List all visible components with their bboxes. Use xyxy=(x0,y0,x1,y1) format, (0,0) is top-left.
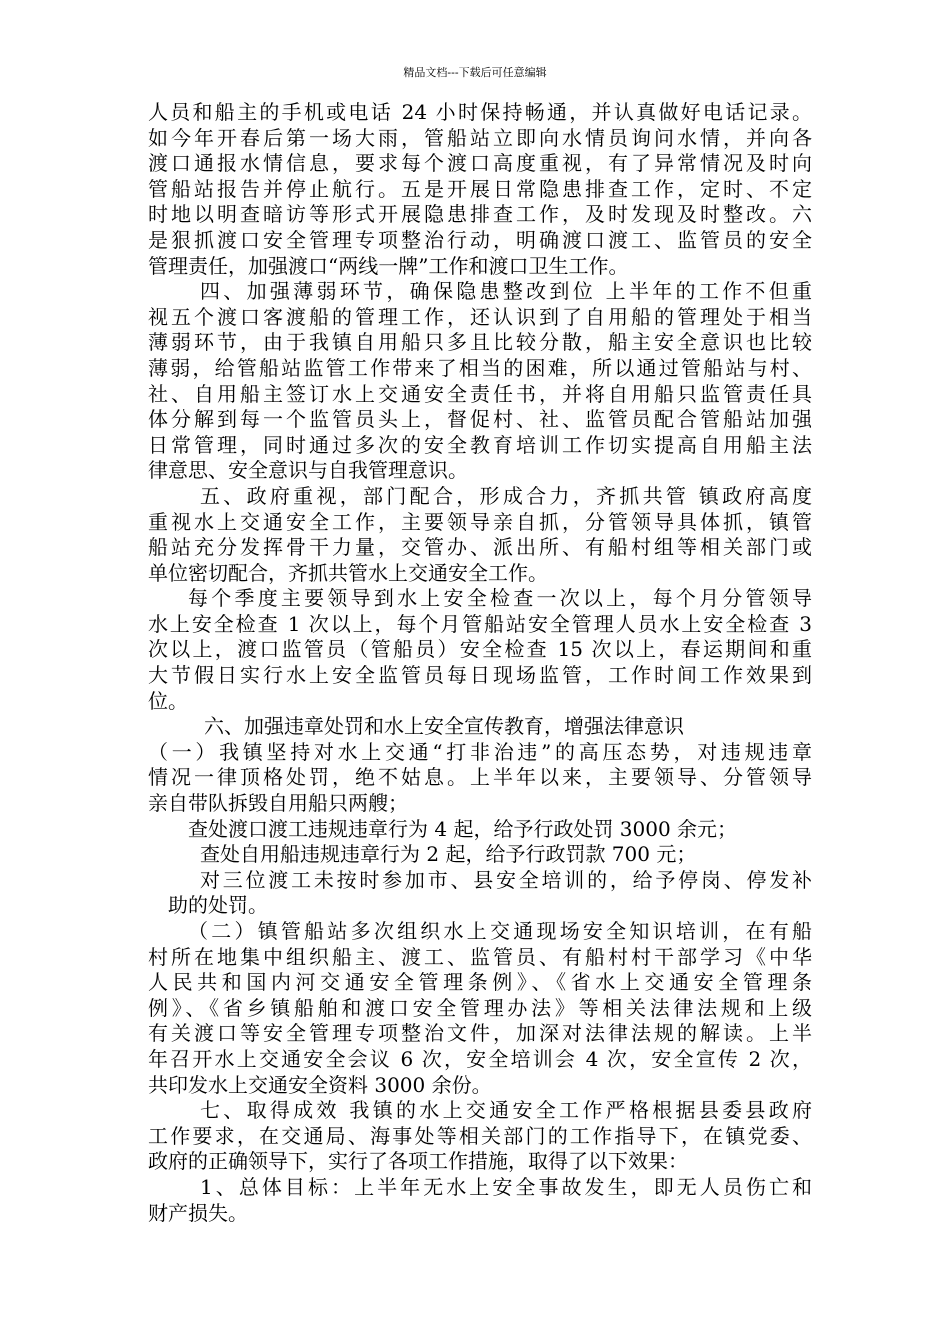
text-line: 大节假日实行水上安全监管员每日现场监管，工作时间工作效果到 xyxy=(148,663,812,688)
text-line: （二）镇管船站多次组织水上交通现场安全知识培训，在有船 xyxy=(188,919,812,943)
text-line: （一）我镇坚持对水上交通“打非治违”的高压态势，对违规违章 xyxy=(148,739,812,764)
text-line: 查处自用船违规违章行为 2 起，给予行政罚款 700 元； xyxy=(200,842,697,867)
text-line: 人民共和国内河交通安全管理条例》、《省水上交通安全管理条 xyxy=(148,970,812,995)
text-line: 体分解到每一个监管员头上，督促村、社、监管员配合管船站加强 xyxy=(148,407,812,432)
text-line: 渡口通报水情信息，要求每个渡口高度重视，有了异常情况及时向 xyxy=(148,151,812,176)
text-line: 薄弱环节，由于我镇自用船只多且比较分散，船主安全意识也比较 xyxy=(148,330,812,355)
text-line: 重视水上交通安全工作，主要领导亲自抓，分管领导具体抓，镇管 xyxy=(148,509,812,534)
text-line: 每个季度主要领导到水上安全检查一次以上，每个月分管领导 xyxy=(188,586,812,611)
text-line: 四、加强薄弱环节，确保隐患整改到位 上半年的工作不但重 xyxy=(200,279,812,304)
text-line: 助的处罚。 xyxy=(168,893,268,918)
text-line: 财产损失。 xyxy=(148,1200,248,1225)
text-line: 社、自用船主签订水上交通安全责任书，并将自用船只监管责任具 xyxy=(148,381,812,406)
text-line: 共印发水上交通安全资料 3000 余份。 xyxy=(148,1072,492,1097)
document-body xyxy=(148,100,812,1226)
text-line: 单位密切配合，齐抓共管水上交通安全工作。 xyxy=(148,560,548,585)
text-line: 有关渡口等安全管理专项整治文件，加深对法律法规的解读。上半 xyxy=(148,1021,812,1046)
text-line: 是狠抓渡口安全管理专项整治行动，明确渡口渡工、监管员的安全 xyxy=(148,227,812,252)
text-line: 对三位渡工未按时参加市、县安全培训的，给予停岗、停发补 xyxy=(200,867,812,892)
text-line: 六、加强违章处罚和水上安全宣传教育，增强法律意识 xyxy=(204,714,684,739)
text-line: 管船站报告并停止航行。五是开展日常隐患排查工作，定时、不定 xyxy=(148,176,812,201)
text-line: 年召开水上交通安全会议 6 次，安全培训会 4 次，安全宣传 2 次， xyxy=(148,1046,812,1071)
text-line: 村所在地集中组织船主、渡工、监管员、有船村村干部学习《中华 xyxy=(148,944,812,969)
text-line: 日常管理，同时通过多次的安全教育培训工作切实提高自用船主法 xyxy=(148,432,812,457)
text-line: 如今年开春后第一场大雨，管船站立即向水情员询问水情，并向各 xyxy=(148,125,812,150)
text-line: 船站充分发挥骨干力量，交管办、派出所、有船村组等相关部门或 xyxy=(148,535,812,560)
text-line: 管理责任，加强渡口“两线一牌”工作和渡口卫生工作。 xyxy=(148,253,629,278)
text-line: 1、总体目标：上半年无水上安全事故发生，即无人员伤亡和 xyxy=(200,1174,812,1199)
text-line: 位。 xyxy=(148,688,188,713)
text-line: 律意思、安全意识与自我管理意识。 xyxy=(148,458,468,483)
text-line: 五、政府重视，部门配合，形成合力，齐抓共管 镇政府高度 xyxy=(200,483,812,508)
text-line: 七、取得成效 我镇的水上交通安全工作严格根据县委县政府 xyxy=(200,1098,812,1123)
text-line: 视五个渡口客渡船的管理工作，还认识到了自用船的管理处于相当 xyxy=(148,304,812,329)
page-header: 精品文档---下载后可任意编辑 xyxy=(403,66,547,79)
text-line: 情况一律顶格处罚，绝不姑息。上半年以来，主要领导、分管领导 xyxy=(148,765,812,790)
text-line: 工作要求，在交通局、海事处等相关部门的工作指导下，在镇党委、 xyxy=(148,1123,812,1148)
text-line: 例》、《省乡镇船舶和渡口安全管理办法》等相关法律法规和上级 xyxy=(148,995,812,1020)
text-line: 水上安全检查 1 次以上，每个月管船站安全管理人员水上安全检查 3 xyxy=(148,611,812,636)
text-line: 人员和船主的手机或电话 24 小时保持畅通，并认真做好电话记录。 xyxy=(148,100,812,124)
text-line: 政府的正确领导下，实行了各项工作措施，取得了以下效果： xyxy=(148,1149,688,1174)
text-line: 次以上，渡口监管员（管船员）安全检查 15 次以上，春运期间和重 xyxy=(148,637,812,662)
text-line: 亲自带队拆毁自用船只两艘； xyxy=(148,791,408,816)
text-line: 时地以明查暗访等形式开展隐患排查工作，及时发现及时整改。六 xyxy=(148,202,812,227)
text-line: 薄弱，给管船站监管工作带来了相当的困难，所以通过管船站与村、 xyxy=(148,355,812,380)
text-line: 查处渡口渡工违规违章行为 4 起，给予行政处罚 3000 余元； xyxy=(188,816,738,841)
